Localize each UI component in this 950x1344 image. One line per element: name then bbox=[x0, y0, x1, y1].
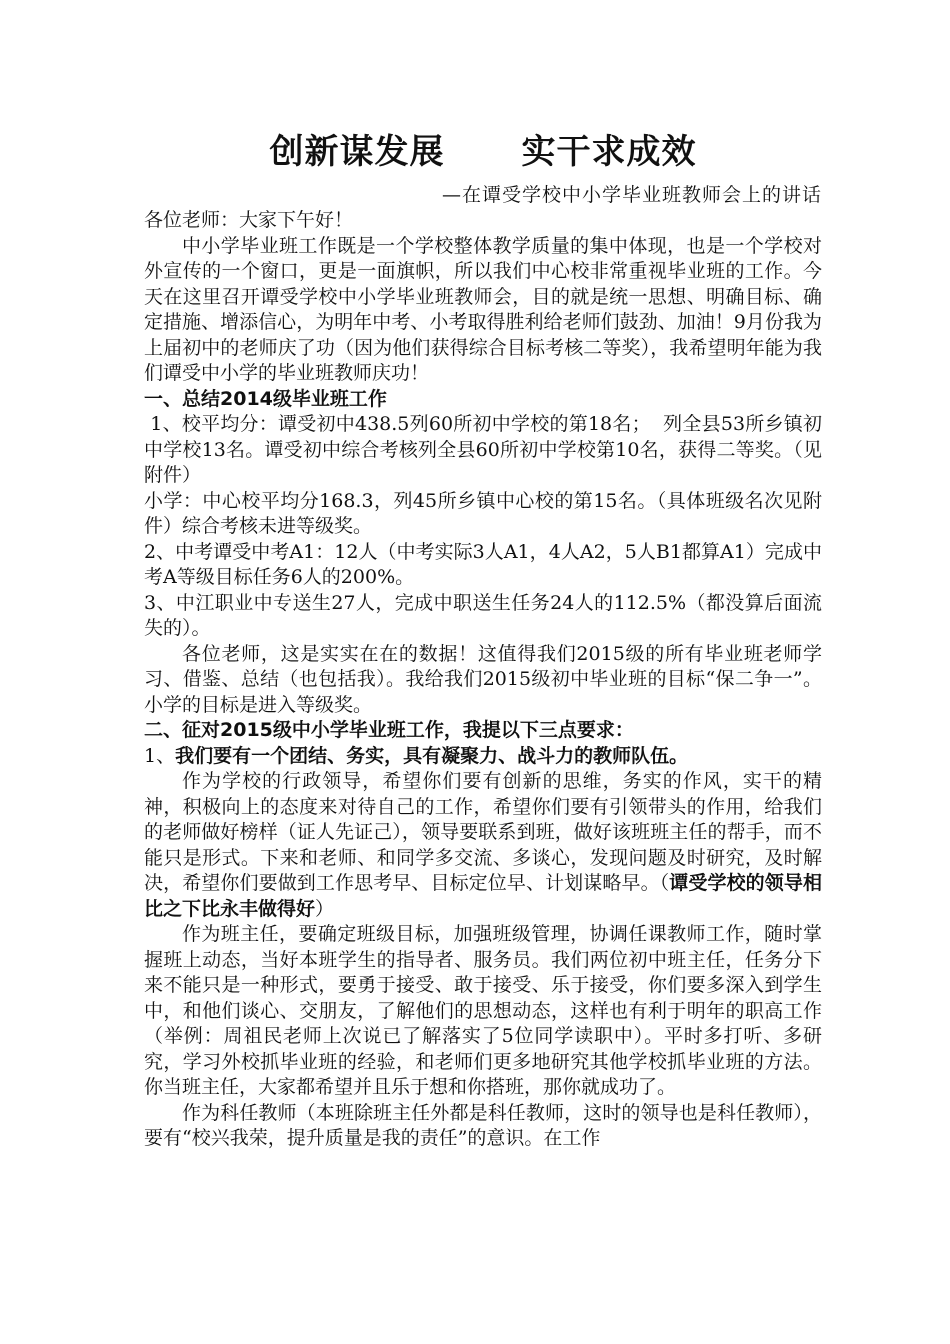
paragraph-vocational: 3、中江职业中专送生27人，完成中职送生任务24人的112.5%（都没算后面流失的）。 bbox=[144, 591, 822, 639]
section-heading-1: 一、总结2014级毕业班工作 bbox=[144, 387, 387, 410]
paragraph-school-average: 1、校平均分：谭受初中438.5列60所初中学校的第18名； 列全县53所乡镇初中学校13名。谭受初中综合考核列全县60所初中学校第10名，获得二等奖。（见附件） bbox=[144, 413, 822, 486]
requirement-1-number: 1、 bbox=[144, 744, 176, 767]
paragraph-teachers-data: 各位老师，这是实实在在的数据！这值得我们2015级的所有毕业班老师学习、借鉴、总结（也包括我）。我给我们2015级初中毕业班的目标“保二争一”。小学的目标是进入等级奖。 bbox=[144, 642, 822, 716]
paragraph-head-teachers: 作为班主任，要确定班级目标，加强班级管理，协调任课教师工作，随时掌握班上动态，当好本班学生的指导者、服务员。我们两位初中班主任，任务分下来不能只是一种形式，要勇于接受、敢于接受、乐于接受，你们要多深入到学生中，和他们谈心、交朋友，了解他们的思想动态，这样也有利于明年的职高工作（举例：周祖民老师上次说已了解落实了5位同学读职中）。平时多打听、多研究，学习外校抓毕业班的经验，和老师们更多地研究其他学校抓毕业班的方法。你当班主任，大家都希望并且乐于想和你搭班，那你就成功了。 bbox=[144, 923, 822, 1098]
paragraph-primary-school: 小学：中心校平均分168.3，列45所乡镇中心校的第15名。（具体班级名次见附件）综合考核未进等级奖。 bbox=[144, 489, 822, 537]
document-body bbox=[144, 208, 822, 1152]
paragraph-leaders bbox=[144, 769, 822, 922]
requirement-1 bbox=[144, 744, 822, 770]
paragraph-leaders-bold: 谭受学校的领导相比之下比永丰做得好 bbox=[144, 872, 822, 920]
paragraph-leaders-text: 作为学校的行政领导，希望你们要有创新的思维，务实的作风，实干的精神，积极向上的态度来对待自己的工作，希望你们要有引领带头的作用，给我们的老师做好榜样（证人先证己），领导要联系到班，做好该班班主任的帮手，而不能只是形式。下来和老师、和同学多交流、多谈心，发现问题及时研究，及时解决，希望你们要做到工作思考早、目标定位早、计划谋略早。（ bbox=[144, 770, 822, 894]
document-subtitle: —在谭受学校中小学毕业班教师会上的讲话 bbox=[441, 184, 822, 206]
document-title: 创新谋发展 实干求成效 bbox=[269, 132, 697, 172]
paragraph-subject-teachers: 作为科任教师（本班除班主任外都是科任教师，这时的领导也是科任教师），要有“校兴我荣，提升质量是我的责任”的意识。在工作 bbox=[144, 1101, 822, 1149]
paragraph-exam-results: 2、中考谭受中考A1：12人（中考实际3人A1，4人A2，5人B1都算A1）完成中考A等级目标任务6人的200%。 bbox=[144, 540, 822, 588]
paragraph-leaders-end: ） bbox=[315, 897, 335, 920]
paragraph-intro: 中小学毕业班工作既是一个学校整体教学质量的集中体现，也是一个学校对外宣传的一个窗口，更是一面旗帜，所以我们中心校非常重视毕业班的工作。今天在这里召开谭受学校中小学毕业班教师会，目的就是统一思想、明确目标、确定措施、增添信心，为明年中考、小考取得胜利给老师们鼓劲、加油！9月份我为上届初中的老师庆了功（因为他们获得综合目标考核二等奖），我希望明年能为我们谭受中小学的毕业班教师庆功！ bbox=[144, 234, 822, 384]
requirement-1-text: 我们要有一个团结、务实，具有凝聚力、战斗力的教师队伍。 bbox=[175, 744, 689, 767]
greeting: 各位老师：大家下午好！ bbox=[144, 209, 354, 231]
section-heading-2: 二、征对2015级中小学毕业班工作，我提以下三点要求： bbox=[144, 719, 634, 741]
